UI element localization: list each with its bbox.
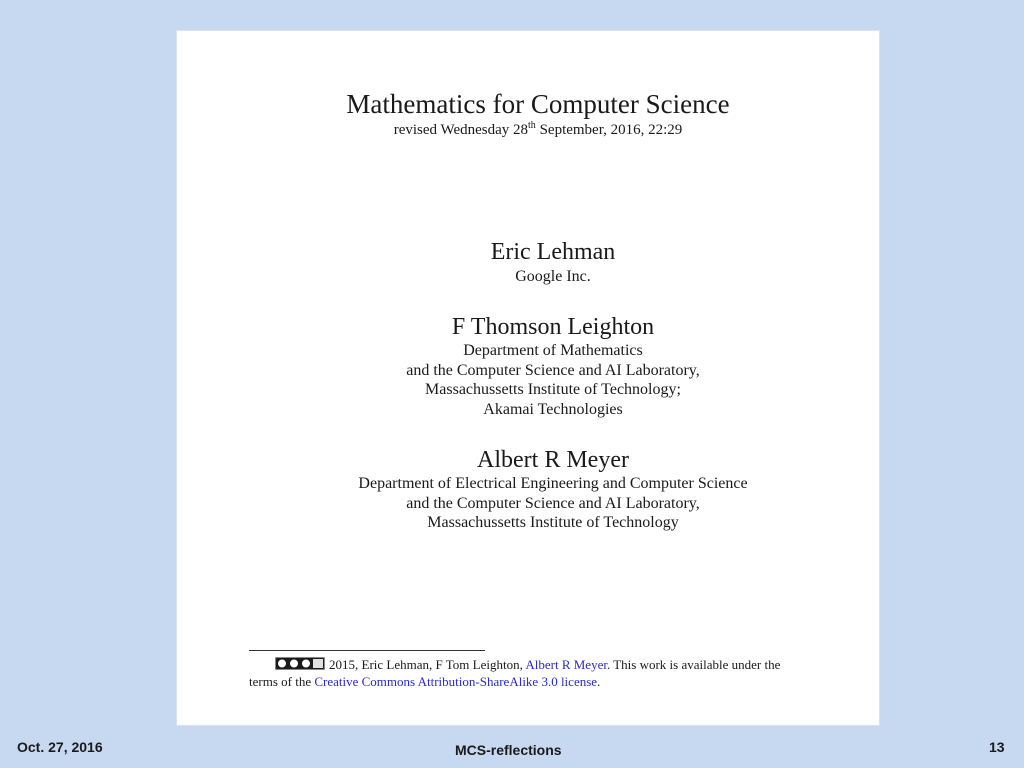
document-title: Mathematics for Computer Science — [346, 89, 730, 119]
footnote-rule — [249, 650, 485, 651]
author-affiliation-leighton — [267, 341, 839, 419]
affiliation-line: Department of Electrical Engineering and Computer Science — [358, 475, 748, 492]
author-name-leighton: F Thomson Leighton — [451, 314, 655, 340]
author-name-meyer: Albert R Meyer — [477, 447, 629, 473]
footnote-text-1: 2015, Eric Lehman, F Tom Leighton, — [329, 657, 526, 672]
affiliation-line: Google Inc. — [515, 268, 591, 285]
footnote-text-2: . This work is available under the — [606, 657, 781, 672]
affiliation-line: and the Computer Science and AI Laboratory, — [406, 361, 700, 379]
footer-title: MCS-reflections — [455, 742, 562, 758]
revision-suffix: September, 2016, 22:29 — [535, 122, 683, 138]
author-link[interactable]: Albert R Meyer — [525, 657, 607, 672]
cc-by-sa-icon — [275, 657, 325, 670]
copyright-footnote — [249, 656, 849, 690]
footnote-text-4: . — [597, 674, 601, 689]
author-affiliation-lehman — [267, 267, 839, 287]
affiliation-line: and the Computer Science and AI Laboratory, — [406, 494, 700, 512]
footnote-text-3: terms of the — [249, 674, 315, 689]
revision-prefix: revised Wednesday 28 — [393, 122, 529, 138]
affiliation-line: Department of Mathematics — [463, 342, 643, 359]
author-affiliation-meyer — [267, 474, 839, 533]
revision-date — [287, 122, 789, 139]
footnote-line-1 — [249, 656, 849, 673]
footnote-line-2 — [249, 673, 849, 690]
document-page — [176, 30, 880, 726]
revision-ordinal: th — [528, 120, 536, 131]
footer-date: Oct. 27, 2016 — [17, 739, 103, 755]
affiliation-line: Akamai Technologies — [483, 400, 623, 418]
slide-number: 13 — [989, 739, 1005, 755]
license-link[interactable]: Creative Commons Attribution-ShareAlike 3.0 license — [314, 674, 598, 689]
affiliation-line: Massachussetts Institute of Technology — [427, 514, 679, 531]
affiliation-line: Massachussetts Institute of Technology; — [425, 381, 681, 398]
author-name-lehman: Eric Lehman — [490, 239, 616, 265]
